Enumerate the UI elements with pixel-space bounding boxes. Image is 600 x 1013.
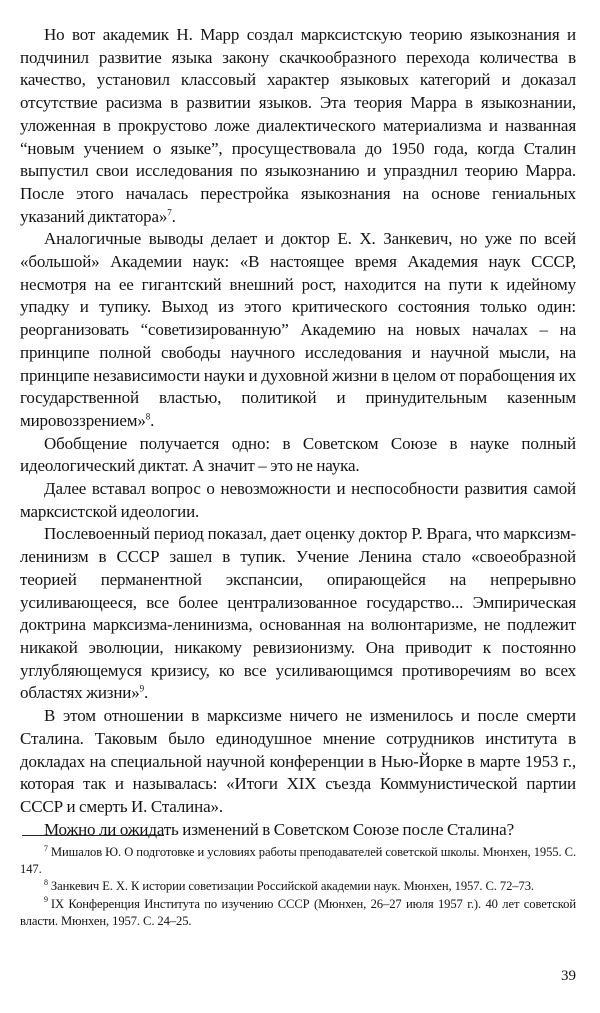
footnote-text: Занкевич Е. Х. К истории советизации Российской академии наук. Мюнхен, 1957. С. 72–73. bbox=[50, 879, 534, 894]
paragraph bbox=[20, 478, 576, 523]
paragraph: Но вот академик Н. Марр создал марксистскую теорию языкознания и подчинил развитие языка закону скачкообразного перехода количества в качество, установил классовый характер языковых категорий и доказал отсутствие расизма в развитии языков. Эта теория Марра в языкознании, уложенная в прокрустово ложе диалектического материализма и названная “новым учением о языке”, просуществовала до 1950 года, когда Сталин выпустил свои исследования по языкознанию и упразднил теорию Марра. После этого началась перестройка языкознания на основе гениальных указаний диктатора»$^7$. bbox=[20, 25, 576, 226]
page-number: 39 bbox=[561, 968, 576, 984]
footnote-text: IX Конференция Института по изучению СССР (Мюнхен, 26–27 июля 1957 г.). 40 лет советской власти. Мюнхен, 1957. С. 24–25. bbox=[20, 896, 576, 928]
footnote-ref: 8 bbox=[145, 411, 151, 422]
main-text bbox=[20, 24, 576, 841]
paragraph: Аналогичные выводы делает и доктор Е. Х. Занкевич, но уже по всей «большой» Академии наук: «В настоящее время Академия наук СССР, несмотря на ее гигантский внешний рост, находится на пути к идейному упадку и тупику. Выход из этого критического состояния только один: реорганизовать “советизированную” Академию на новых началах – на принципе полной свободы научного исследования и научной мысли, на принципе независимости науки и духовной жизни в целом от порабощения их государственной властью, политикой и принудительным казенным мировоззрением»$^8$. bbox=[20, 229, 576, 430]
footnote-number: 9 bbox=[44, 895, 48, 905]
footnote-ref: 7 bbox=[167, 206, 172, 217]
footnote bbox=[20, 896, 576, 930]
footnote-number: 7 bbox=[44, 843, 48, 853]
paragraph bbox=[20, 705, 576, 819]
paragraph bbox=[20, 819, 576, 842]
paragraph-text: В этом отношении в марксизме ничего не изменилось и после смерти Сталина. Таковым было единодушное мнение сотрудников института в докладах на специальной научной конференции в Нью-Йорке в марте 1953 г., которая так и называлась: «Итоги XIX съезда Коммунистической партии СССР и смерть И. Сталина». bbox=[20, 706, 576, 816]
paragraph bbox=[20, 433, 576, 478]
paragraph-text: Послевоенный период показал, дает оценку доктор Р. Врага, что марксизм-ленинизм в СССР зашел в тупик. Учение Ленина стало «своеобразной теорией перманентной экспансии, опирающейся на непрерывно усиливающееся, все более централизованное государство... Эмпирическая доктрина марксизма-ленинизма, основанная на волюнтаризме, не подлежит никакой эволюции, никакому ревизионизму. Она приводит к постоянно углубляющемуся кризису, ко все усиливающимся противоречиям во всех областях жизни» bbox=[20, 524, 576, 703]
paragraph-text: Но вот академик Н. Марр создал марксистскую теорию языкознания и подчинил развитие языка закону скачкообразного перехода количества в качество, установил классовый характер языковых категорий и доказал отсутствие расизма в развитии языков. Эта теория Марра в языкознании, уложенная в прокрустово ложе диалектического материализма и названная “новым учением о языке”, просуществовала до 1950 года, когда Сталин выпустил свои исследования по языкознанию и упразднил теорию Марра. После этого началась перестройка языкознания на основе гениальных указаний диктатора» bbox=[20, 25, 576, 226]
footnote-ref: 9 bbox=[139, 683, 144, 694]
paragraph-text: Аналогичные выводы делает и доктор Е. Х. Занкевич, но уже по всей «большой» Академии наук: «В настоящее время Академия наук СССР, несмотря на ее гигантский внешний рост, находится на пути к идейному упадку и тупику. Выход из этого критического состояния только один: реорганизовать “советизированную” Академию на новых началах – на принципе полной свободы научного исследования и научной мысли, на принципе независимости науки и духовной жизни в целом от порабощения их государственной властью, политикой и принудительным казенным мировоззрением» bbox=[20, 229, 576, 430]
footnote bbox=[20, 878, 576, 895]
footnote-divider bbox=[22, 835, 164, 836]
footnotes bbox=[20, 844, 576, 930]
paragraph-text: Можно ли ожидать изменений в Советском Союзе после Сталина? bbox=[44, 819, 514, 839]
footnote-text: Мишалов Ю. О подготовке и условиях работы преподавателей советской школы. Мюнхен, 1955. С. 147. bbox=[20, 845, 576, 877]
footnote bbox=[20, 844, 576, 878]
paragraph: Послевоенный период показал, дает оценку доктор Р. Врага, что марксизм-ленинизм в СССР зашел в тупик. Учение Ленина стало «своеобразной теорией перманентной экспансии, опирающейся на непрерывно усиливающееся, все более централизованное государство... Эмпирическая доктрина марксизма-ленинизма, основанная на волюнтаризме, не подлежит никакой эволюции, никакому ревизионизму. Она приводит к постоянно углубляющемуся кризису, ко все усиливающимся противоречиям во всех областях жизни»$^9$. bbox=[20, 524, 576, 703]
footnote-number: 8 bbox=[44, 878, 48, 888]
paragraph-text: Обобщение получается одно: в Советском Союзе в науке полный идеологический диктат. А значит – это не наука. bbox=[20, 433, 576, 476]
paragraph-text: Далее вставал вопрос о невозможности и неспособности развития самой марксистской идеологии. bbox=[20, 479, 576, 521]
